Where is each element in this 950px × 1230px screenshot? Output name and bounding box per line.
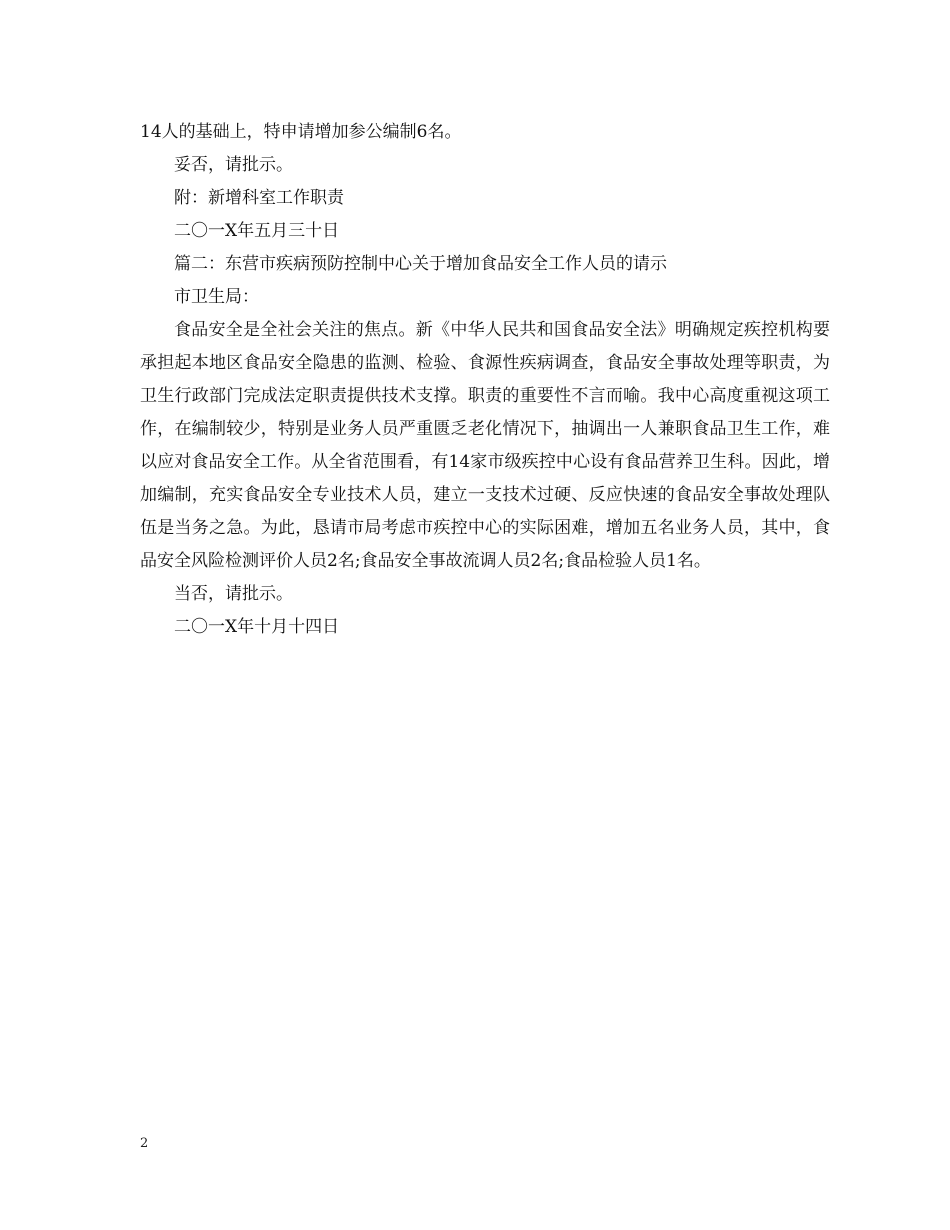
- section-title: 篇二：东营市疾病预防控制中心关于增加食品安全工作人员的请示: [174, 254, 667, 274]
- attachment-line: 附：新增科室工作职责: [174, 188, 344, 208]
- continuation-line: 14人的基础上，特申请增加参公编制6名。: [140, 122, 462, 142]
- approval-request-line: 妥否，请批示。: [174, 155, 293, 175]
- body-paragraph: 食品安全是全社会关注的焦点。新《中华人民共和国食品安全法》明确规定疾控机构要承担起本地区食品安全隐患的监测、检验、食源性疾病调查，食品安全事故处理等职责，为卫生行政部门完成法定职责提供技术支撑。职责的重要性不言而喻。我中心高度重视这项工作，在编制较少，特别是业务人员严重匮乏老化情况下，抽调出一人兼职食品卫生工作，难以应对食品安全工作。从全省范围看，有14家市级疾控中心设有食品营养卫生科。因此，增加编制，充实食品安全专业技术人员，建立一支技术过硬、反应快速的食品安全事故处理队伍是当务之急。为此，恳请市局考虑市疾控中心的实际困难，增加五名业务人员，其中，食品安全风险检测评价人员2名;食品安全事故流调人员2名;食品检验人员1名。: [140, 320, 830, 571]
- page-number: 2: [140, 1136, 149, 1151]
- approval-request-line-2: 当否，请批示。: [174, 584, 293, 604]
- document-body: [140, 116, 830, 644]
- date-line-2: 二〇一X年十月十四日: [174, 617, 340, 637]
- date-line-1: 二〇一X年五月三十日: [174, 221, 340, 241]
- addressee-line: 市卫生局：: [174, 287, 259, 307]
